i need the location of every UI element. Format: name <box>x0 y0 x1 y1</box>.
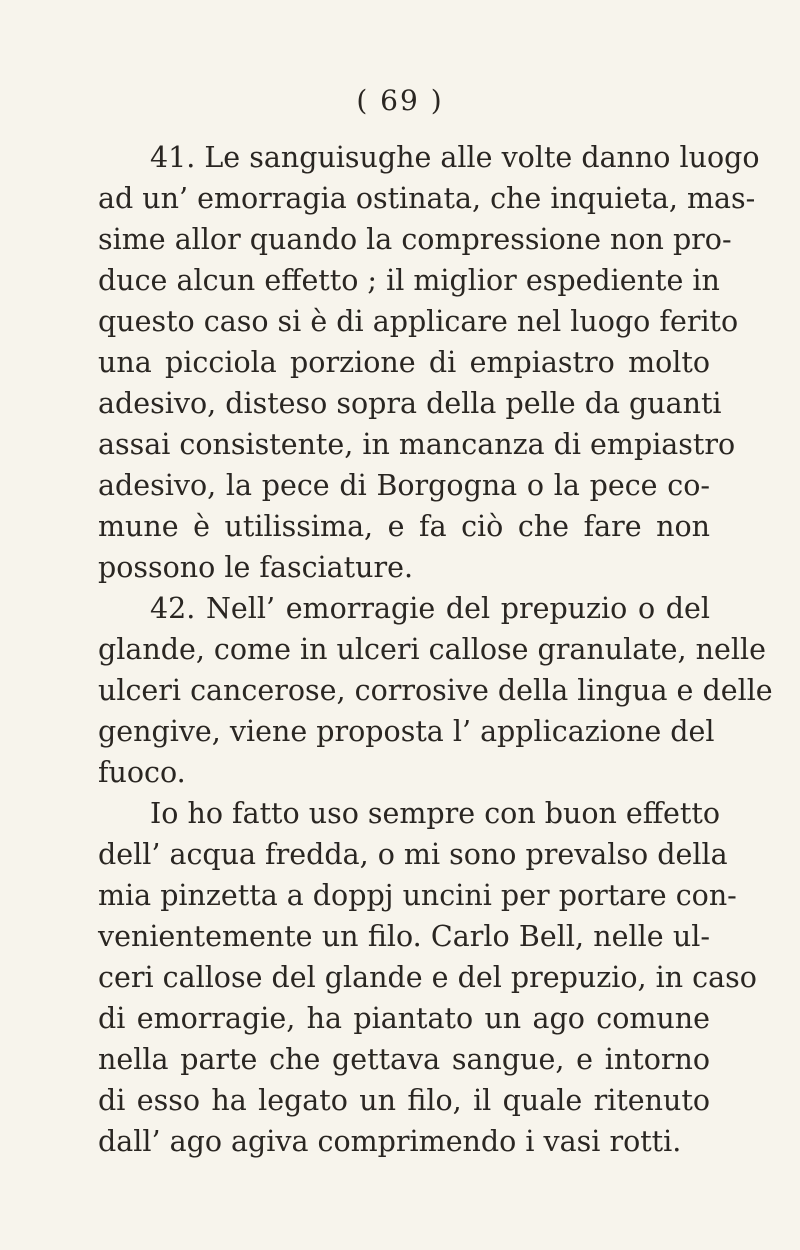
text-line: mia pinzetta a doppj uncini per portare con- <box>98 879 737 912</box>
text-line: di emorragie, ha piantato un ago comune <box>98 1002 710 1035</box>
text-line: questo caso si è di applicare nel luogo ferito <box>98 305 739 338</box>
text-line: adesivo, disteso sopra della pelle da guanti <box>98 387 722 420</box>
text-line: mune è utilissima, e fa ciò che fare non <box>98 510 710 543</box>
text-line: fuoco. <box>98 756 186 789</box>
text-line: ad un’ emorragia ostinata, che inquieta, mas- <box>98 182 756 215</box>
text-line: possono le fasciature. <box>98 551 414 584</box>
text-line: ulceri cancerose, corrosive della lingua e delle <box>98 674 773 707</box>
text-line: gengive, viene proposta l’ applicazione del <box>98 715 715 748</box>
text-line: dell’ acqua fredda, o mi sono prevalso della <box>98 838 728 871</box>
text-line: assai consistente, in mancanza di empiastro <box>98 428 736 461</box>
text-line: 42. Nell’ emorragie del prepuzio o del <box>150 592 710 625</box>
text-line: venientemente un filo. Carlo Bell, nelle ul- <box>98 920 710 953</box>
text-line: dall’ ago agiva comprimendo i vasi rotti. <box>98 1125 682 1158</box>
text-line: una picciola porzione di empiastro molto <box>98 346 710 379</box>
text-line: 41. Le sanguisughe alle volte danno luogo <box>150 141 760 174</box>
text-line: Io ho fatto uso sempre con buon effetto <box>150 797 720 830</box>
text-line: sime allor quando la compressione non pro- <box>98 223 732 256</box>
text-line: glande, come in ulceri callose granulate, nelle <box>98 633 766 666</box>
text-line: di esso ha legato un filo, il quale ritenuto <box>98 1084 710 1117</box>
text-line: duce alcun effetto ; il miglior espediente in <box>98 264 720 297</box>
text-line: ceri callose del glande e del prepuzio, in caso <box>98 961 757 994</box>
text-line: adesivo, la pece di Borgogna o la pece co- <box>98 469 710 502</box>
text-line: nella parte che gettava sangue, e intorno <box>98 1043 710 1076</box>
page-number: ( 69 ) <box>356 84 444 117</box>
